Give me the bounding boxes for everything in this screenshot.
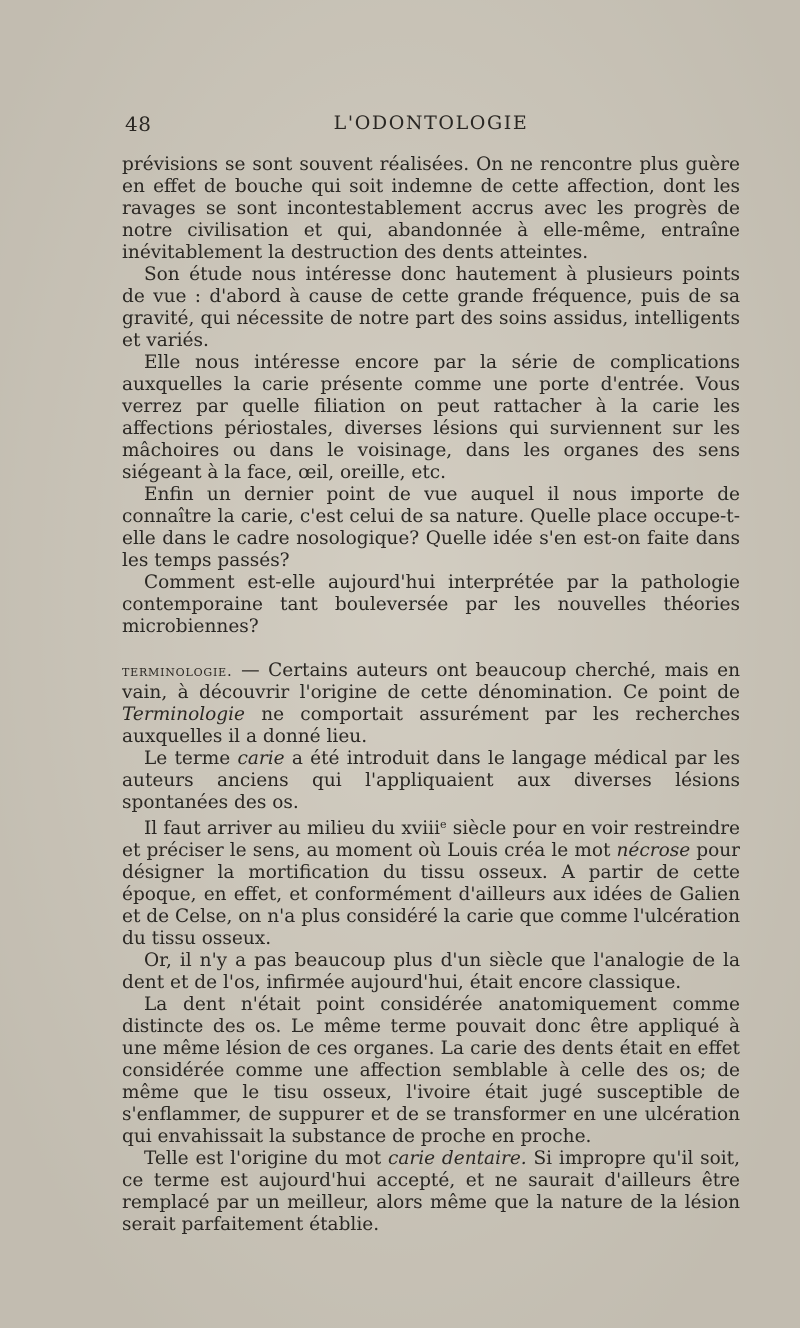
paragraph: prévisions se sont souvent réalisées. On ne rencontre plus guère en effet de bouche qui soit indemne de cette affection, dont les ravages se sont incontestablement accrus avec les progrès de notre civilisation et qui, abandonnée à elle-même, entraîne inévitablement la destruction des dents atteintes.	[122, 154, 740, 263]
paragraph	[122, 814, 740, 950]
text-run: ne comportait assurément par les recherches auxquelles il a donné lieu.	[122, 704, 740, 747]
italic-term: carie	[237, 748, 285, 769]
paragraph-terminologie	[122, 660, 740, 748]
superscript: e	[440, 818, 447, 831]
page-number: 48	[125, 112, 152, 136]
italic-term: carie dentaire.	[388, 1148, 527, 1169]
running-head: L'ODONTOLOGIE	[333, 112, 529, 134]
paragraph: Or, il n'y a pas beaucoup plus d'un siècle que l'analogie de la dent et de l'os, infirmée aujourd'hui, était encore classique.	[122, 950, 740, 993]
italic-term: Terminologie	[122, 704, 245, 725]
text-run: Le terme	[144, 748, 238, 769]
paragraph: Enfin un dernier point de vue auquel il nous importe de connaître la carie, c'est celui de sa nature. Quelle place occupe-t-elle dans le cadre nosologique? Quelle idée s'en est-on faite dans les temps passés?	[122, 484, 740, 571]
text-run: Il faut arriver au milieu du xviii	[144, 818, 440, 839]
text-run: Telle est l'origine du mot	[144, 1148, 388, 1169]
text-run: siècle pour en voir restreindre et préciser le sens, au moment où Louis créa le mot	[122, 818, 741, 861]
paragraph	[122, 748, 740, 814]
paragraph: Son étude nous intéresse donc hautement à plusieurs points de vue : d'abord à cause de cette grande fréquence, puis de sa gravité, qui nécessite de notre part des soins assidus, intelligents et variés.	[122, 264, 740, 351]
text-run: Si impropre qu'il soit, ce terme est aujourd'hui accepté, et ne saurait d'ailleurs être remplacé par un meilleur, alors même que la nature de la lésion serait parfaitement établie.	[122, 1148, 741, 1235]
page-body	[122, 154, 740, 1236]
paragraph	[122, 1148, 740, 1236]
paragraph: Elle nous intéresse encore par la série de complications auxquelles la carie présente comme une porte d'entrée. Vous verrez par quelle filiation on peut rattacher à la carie les affections périostales, diverses lésions qui surviennent sur les mâchoires ou dans le voisinage, dans les organes des sens siégeant à la face, œil, oreille, etc.	[122, 352, 740, 483]
paragraph: Comment est-elle aujourd'hui interprétée par la pathologie contemporaine tant bouleversée par les nouvelles théories microbiennes?	[122, 572, 740, 637]
heading-dash: —	[232, 660, 269, 681]
text-run: Certains auteurs ont beaucoup cherché, mais en vain, à découvrir l'origine de cette dénomination. Ce point de	[122, 660, 740, 703]
text-run: a été introduit dans le langage médical par les auteurs anciens qui l'appliquaient aux diverses lésions spontanées des os.	[122, 748, 740, 813]
section-heading: terminologie.	[122, 662, 233, 680]
paragraph: La dent n'était point considérée anatomiquement comme distincte des os. Le même terme pouvait donc être appliqué à une même lésion de ces organes. La carie des dents était en effet considérée comme une affection semblable à celle des os; de même que le tisu osseux, l'ivoire était jugé susceptible de s'enflammer, de suppurer et de se transformer en une ulcération qui envahissait la substance de proche en proche.	[122, 994, 740, 1147]
italic-term: nécrose	[616, 840, 691, 861]
text-run: pour désigner la mortification du tissu osseux. A partir de cette époque, en effet, et conformément d'ailleurs aux idées de Galien et de Celse, on n'a plus considéré la carie que comme l'ulcération du tissu osseux.	[122, 840, 740, 949]
page-header	[122, 112, 740, 142]
